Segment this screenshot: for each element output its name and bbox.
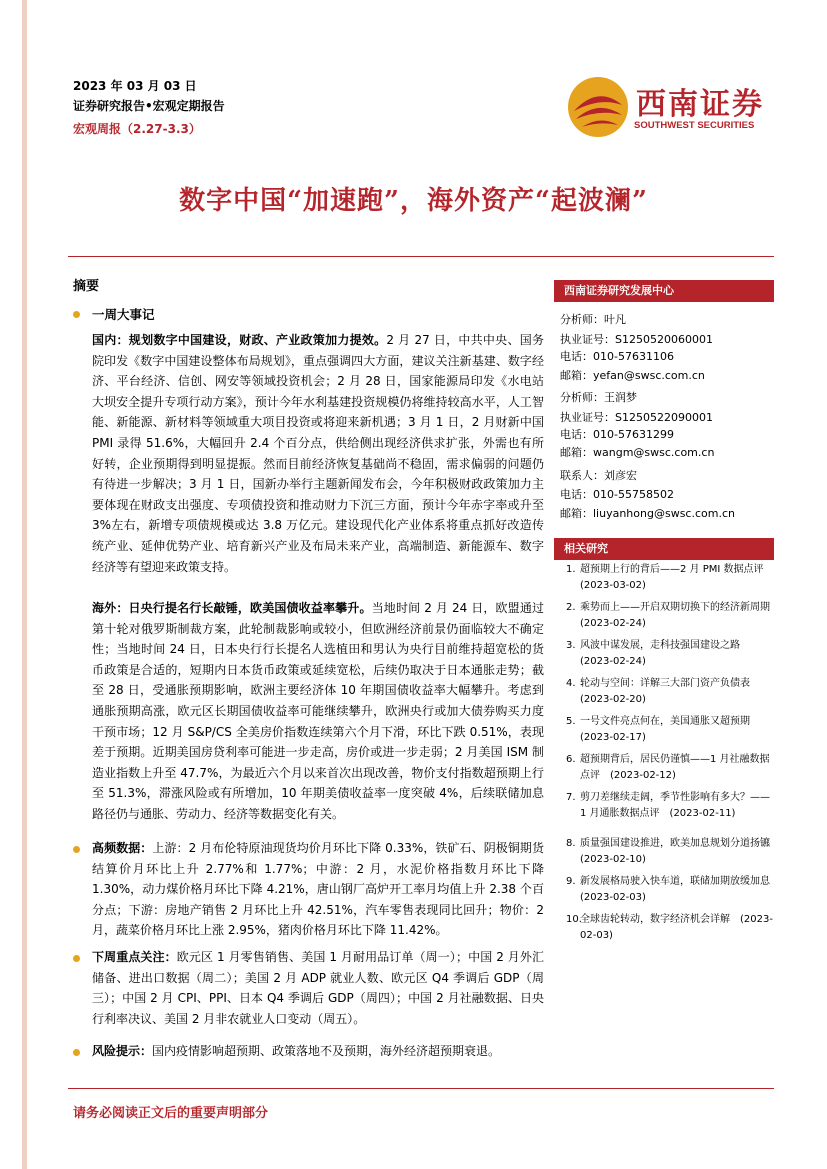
related-item-number: 10. bbox=[566, 914, 582, 925]
related-item-title: 全球齿轮转动，数字经济机会详解 (2023-02-03) bbox=[580, 914, 773, 941]
company-logo bbox=[566, 73, 776, 143]
related-item[interactable] bbox=[566, 562, 776, 594]
phone: 电话：010-57631299 bbox=[560, 428, 674, 441]
domestic-text: 2 月 27 日，中共中央、国务院印发《数字中国建设整体布局规划》，重点强调四大方面，建议关注新基建、数字经济、平台经济、信创、网安等领域投资机会；2 月 28 日，国家能源局印发《水电站大坝安全提升专项行动方案》，预计今年水利基建投资规模仍将维持较高水平，人工智能、新能源、新材料等领域重大项目投资或将迎来新机遇；3 月 1 日，2 月财新中国 PMI 录得 51.6%，大幅回升 2.4 个百分点，供给侧出现经济供求扩张，外需也有所好转，企业预期得到明显提振。然而目前经济恢复基础尚不稳固，需求偏弱的问题仍有待进一步解决；3 月 1 日，国新办举行主题新闻发布会，今年积极财政政策加力主要体现在财政支出强度、专项债投资和推动财力下沉三方面，预计今年赤字率或升至 3%左右，新增专项债规模或达 3.8 万亿元。建设现代化产业体系将重点抓好改造传统产业、延伸优势产业、培育新兴产业及布局未来产业，高端制造、新能源车、数字经济等有望迎来政策支持。 bbox=[92, 333, 544, 574]
footer-divider bbox=[68, 1088, 774, 1089]
phone: 电话：010-57631106 bbox=[560, 350, 674, 363]
related-item[interactable] bbox=[566, 600, 780, 632]
license-number: 执业证号：S1250520060001 bbox=[560, 333, 713, 346]
email-link[interactable]: 邮箱：liuyanhong@swsc.com.cn bbox=[560, 507, 735, 520]
related-item[interactable] bbox=[566, 676, 776, 708]
domestic-lead: 国内：规划数字中国建设，财政、产业政策加力提效。 bbox=[92, 333, 387, 347]
logo-text-en: SOUTHWEST SECURITIES bbox=[634, 120, 755, 131]
analyst-name: 分析师：王润梦 bbox=[560, 391, 637, 404]
related-item-number: 9. bbox=[566, 876, 576, 887]
related-item-number: 2. bbox=[566, 602, 576, 613]
next-week-paragraph bbox=[92, 947, 544, 1029]
related-item-title: 轮动与空间：详解三大部门资产负债表 (2023-02-20) bbox=[580, 678, 760, 705]
related-item[interactable] bbox=[566, 752, 776, 784]
bullet-icon bbox=[73, 955, 80, 962]
related-item[interactable] bbox=[566, 790, 776, 822]
related-item-title: 一号文件亮点何在，美国通胀又超预期 (2023-02-17) bbox=[580, 716, 760, 743]
related-item-number: 4. bbox=[566, 678, 576, 689]
related-item-title: 超预期上行的背后——2 月 PMI 数据点评 (2023-03-02) bbox=[580, 564, 774, 591]
risk-text: 国内疫情影响超预期、政策落地不及预期，海外经济超预期衰退。 bbox=[152, 1044, 501, 1058]
email-link[interactable]: 邮箱：wangm@swsc.com.cn bbox=[560, 446, 715, 459]
related-item[interactable] bbox=[566, 912, 776, 944]
contact-name: 联系人：刘彦宏 bbox=[560, 469, 637, 482]
page-title: 数字中国“加速跑”，海外资产“起波澜” bbox=[179, 186, 648, 216]
email-link[interactable]: 邮箱：yefan@swsc.com.cn bbox=[560, 369, 705, 382]
related-item-title: 超预期背后，居民仍谨慎——1 月社融数据点评 (2023-02-12) bbox=[580, 754, 770, 781]
risk-paragraph bbox=[92, 1041, 552, 1062]
report-date: 2023 年 03 月 03 日 bbox=[73, 79, 197, 93]
high-frequency-heading: 高频数据： bbox=[92, 841, 153, 855]
related-item[interactable] bbox=[566, 874, 780, 906]
high-frequency-paragraph bbox=[92, 838, 544, 941]
related-item[interactable] bbox=[566, 638, 776, 670]
bullet-icon bbox=[73, 1049, 80, 1056]
related-item-title: 新发展格局驶入快车道，联储加期放缓加息 (2023-02-03) bbox=[580, 876, 780, 903]
research-center-header: 西南证券研究发展中心 bbox=[554, 280, 774, 302]
overseas-text: 当地时间 2 月 24 日，欧盟通过第十轮对俄罗斯制裁方案，此轮制裁影响或较小，但欧洲经济前景仍面临较大不确定性；当地时间 24 日，日本央行行长提名人选植田和男认为央行目前维持超宽松的货币政策是合适的，短期内日本货币政策或延续宽松，后续仍取决于日本通胀走势；截至 28 日，受通胀预期影响，欧洲主要经济体 10 年期国债收益率大幅攀升。考虑到通胀预期高涨，欧元区长期国债收益率可能继续攀升，欧洲央行或加大债券购买力度干预市场；12 月 S&P/CS 全美房价指数连续第六个月下滑，环比下跌 0.51%，表现差于预期。近期美国房贷利率可能进一步走高，房价或进一步走弱；2 月美国 ISM 制造业指数上升至 47.7%，为最近六个月以来首次出现改善，物价支付指数超预期上行至 51.3%，滞涨风险或有所增加，10 年期美债收益率一度突破 4%，后续联储加息路径仍与通胀、劳动力、经济等数据变化有关。 bbox=[92, 601, 544, 821]
risk-heading: 风险提示： bbox=[92, 1044, 153, 1058]
related-item-number: 6. bbox=[566, 754, 576, 765]
related-item-title: 质量强国建设推进，欧美加息规划分道扬镳 (2023-02-10) bbox=[580, 838, 780, 865]
related-item-number: 1. bbox=[566, 564, 576, 575]
report-type: 证券研究报告•宏观定期报告 bbox=[73, 99, 225, 113]
high-frequency-text: 上游：2 月布伦特原油现货均价月环比下降 0.33%，铁矿石、阴极铜期货结算价月环比上升 2.77%和 1.77%；中游：2 月，水泥价格指数月环比下降 1.30%，动力煤价格月环比下降 4.21%，唐山钢厂高炉开工率月均值上升 2.38 个百分点；下游：房地产销售 2 月环比上升 42.51%，汽车零售表现同比回升；物价：2 月，蔬菜价格月环比上涨 2.95%，猪肉价格月环比下降 11.42%。 bbox=[92, 841, 544, 938]
phone: 电话：010-55758502 bbox=[560, 488, 674, 501]
related-item-number: 7. bbox=[566, 792, 576, 803]
next-week-text: 欧元区 1 月零售销售、美国 1 月耐用品订单（周一）；中国 2 月外汇储备、进出口数据（周二）；美国 2 月 ADP 就业人数、欧元区 Q4 季调后 GDP（周三）；中国 2 月 CPI、PPI、日本 Q4 季调后 GDP（周四）；中国 2 月社融数据、日央行利率决议、美国 2 月非农就业人口变动（周五）。 bbox=[92, 950, 544, 1026]
related-item-number: 3. bbox=[566, 640, 576, 651]
related-item-number: 5. bbox=[566, 716, 576, 727]
bullet-icon bbox=[73, 846, 80, 853]
domestic-paragraph bbox=[92, 330, 544, 577]
logo-text-cn: 西南证券 bbox=[636, 87, 764, 122]
related-item-number: 8. bbox=[566, 838, 576, 849]
abstract-heading: 摘要 bbox=[73, 279, 100, 294]
footer-disclaimer: 请务必阅读正文后的重要声明部分 bbox=[73, 1106, 269, 1121]
analyst-name: 分析师：叶凡 bbox=[560, 313, 626, 326]
related-item-title: 剪刀差继续走阔，季节性影响有多大？——1 月通胀数据点评 (2023-02-11) bbox=[580, 792, 770, 819]
related-item[interactable] bbox=[566, 714, 776, 746]
overseas-paragraph bbox=[92, 598, 544, 825]
license-number: 执业证号：S1250522090001 bbox=[560, 411, 713, 424]
related-research-header: 相关研究 bbox=[554, 538, 774, 560]
weekly-label: 宏观周报（2.27-3.3） bbox=[73, 122, 201, 136]
next-week-heading: 下周重点关注： bbox=[92, 950, 177, 964]
logo-emblem-icon bbox=[566, 75, 630, 139]
week-events-heading: 一周大事记 bbox=[92, 307, 155, 322]
related-item[interactable] bbox=[566, 836, 780, 868]
left-margin-bar bbox=[22, 0, 27, 1169]
title-divider bbox=[68, 256, 774, 257]
related-item-title: 乘势而上——开启双期切换下的经济新周期 (2023-02-24) bbox=[580, 602, 780, 629]
bullet-icon bbox=[73, 311, 80, 318]
related-item-title: 风波中谋发展，走科技强国建设之路 (2023-02-24) bbox=[580, 640, 750, 667]
overseas-lead: 海外：日央行提名行长敲锤，欧美国债收益率攀升。 bbox=[92, 601, 372, 615]
